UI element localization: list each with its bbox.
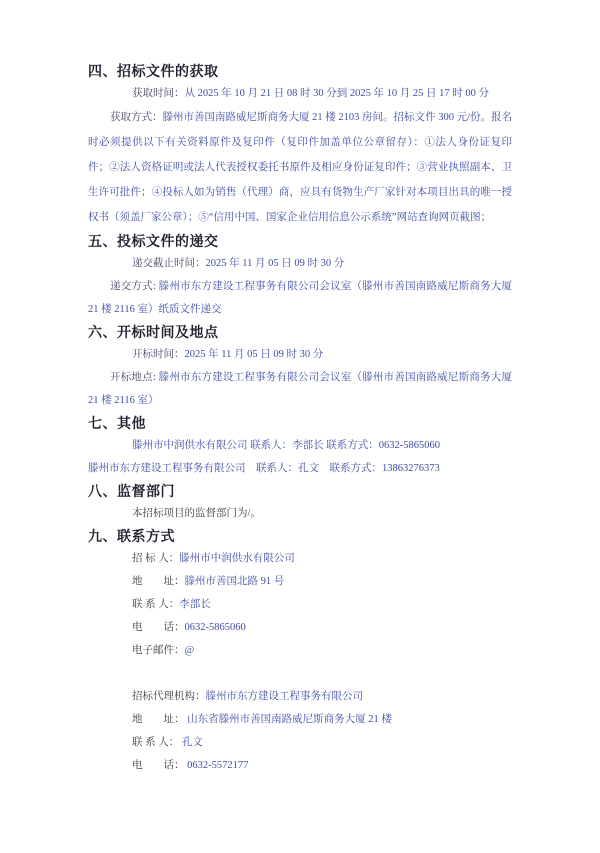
- agency-address-value: 山东省滕州市善国南路威尼斯商务大厦 21 楼: [184, 714, 392, 725]
- submit-deadline-label: 递交截止时间：: [132, 258, 206, 269]
- bidder-phone-value: 0632-5865060: [184, 622, 246, 633]
- agency-name-value: 滕州市东方建设工程事务有限公司: [205, 691, 363, 702]
- agency-name-label: 招标代理机构：: [132, 691, 206, 702]
- submit-method-value: 滕州市东方建设工程事务有限公司会议室（滕州市善国南路威尼斯商务大厦 21 楼 2116 室）纸质文件递交: [88, 281, 513, 315]
- bid-open-place-paragraph: [88, 366, 512, 412]
- acquire-time-label: 获取时间：: [132, 88, 185, 99]
- bidder-contact-row: [88, 593, 512, 616]
- other-contact-line-2: 滕州市东方建设工程事务有限公司 联系人：孔文 联系方式：13863276373: [88, 463, 440, 474]
- blank-line-spacer: [88, 662, 512, 685]
- section-9-heading: 九、联系方式: [88, 528, 175, 544]
- bidder-address-row: [88, 570, 512, 593]
- submit-method-label: 递交方式:: [110, 281, 156, 292]
- bidder-address-value: 滕州市善国北路 91 号: [184, 576, 285, 587]
- acquire-time-value: 从 2025 年 10 月 21 日 08 时 30 分到 2025 年 10 月 25 日 17 时 00 分: [184, 88, 489, 99]
- agency-contact-label: 联 系 人：: [132, 737, 180, 748]
- section-4-heading: 四、招标文件的获取: [88, 63, 219, 79]
- agency-contact-value: 孔文: [179, 737, 203, 748]
- section-7-heading: 七、其他: [88, 415, 146, 431]
- bidder-name-value: 滕州市中润供水有限公司: [179, 553, 295, 564]
- agency-contact-row: [88, 731, 512, 754]
- submit-method-paragraph: [88, 275, 512, 321]
- section-8-heading: 八、监督部门: [88, 483, 175, 499]
- bidder-phone-row: [88, 616, 512, 639]
- acquire-time-line: [88, 82, 512, 105]
- bidder-email-value: @: [184, 645, 195, 656]
- bidder-name-row: [88, 547, 512, 570]
- submit-deadline-value: 2025 年 11 月 05 日 09 时 30 分: [205, 258, 345, 269]
- bid-open-time-line: [88, 343, 512, 366]
- acquire-method-value: 滕州市善国南路威尼斯商务大厦 21 楼 2103 房间。招标文件 300 元/份。报名时必须提供以下有关资料原件及复印件（复印件加盖单位公章留存）：①法人身份证复印件；②法人资格证明或法人代表授权委托书原件及相应身份证复印件；③营业执照副本、卫生许可批件；④投标人如为销售（代理）商，应具有货物生产厂家针对本项目出具的唯一授权书（须盖厂家公章）；⑤“信用中国、国家企业信用信息公示系统”网站查询网页截图；: [88, 112, 512, 223]
- bid-open-time-label: 开标时间：: [132, 349, 185, 360]
- bidder-email-row: [88, 639, 512, 662]
- section-6-heading: 六、开标时间及地点: [88, 324, 219, 340]
- agency-address-label: 地 址：: [132, 714, 185, 725]
- supervision-body-line: 本招标项目的监督部门为/。: [132, 508, 261, 519]
- acquire-method-label: 获取方式：: [110, 112, 163, 123]
- bidder-name-label: 招 标 人：: [132, 553, 180, 564]
- bid-open-time-value: 2025 年 11 月 05 日 09 时 30 分: [184, 349, 324, 360]
- section-5-heading: 五、投标文件的递交: [88, 233, 219, 249]
- submit-deadline-line: [88, 252, 512, 275]
- bidder-email-label: 电子邮件：: [132, 645, 185, 656]
- other-contact-line-1: 滕州市中润供水有限公司 联系人：李部长 联系方式：0632-5865060: [132, 440, 440, 451]
- bidder-address-label: 地 址：: [132, 576, 185, 587]
- bidder-contact-label: 联 系 人：: [132, 599, 180, 610]
- bidder-phone-label: 电 话：: [132, 622, 185, 633]
- bid-open-place-label: 开标地点:: [110, 372, 156, 383]
- acquire-method-paragraph: [88, 105, 512, 230]
- agency-address-row: [88, 708, 512, 731]
- bidder-contact-value: 李部长: [179, 599, 211, 610]
- agency-phone-label: 电 话：: [132, 760, 185, 771]
- bid-open-place-value: 滕州市东方建设工程事务有限公司会议室（滕州市善国南路威尼斯商务大厦 21 楼 2116 室）: [88, 372, 513, 406]
- agency-phone-value: 0632-5572177: [184, 760, 249, 771]
- agency-name-row: [88, 685, 512, 708]
- agency-phone-row: [88, 754, 512, 777]
